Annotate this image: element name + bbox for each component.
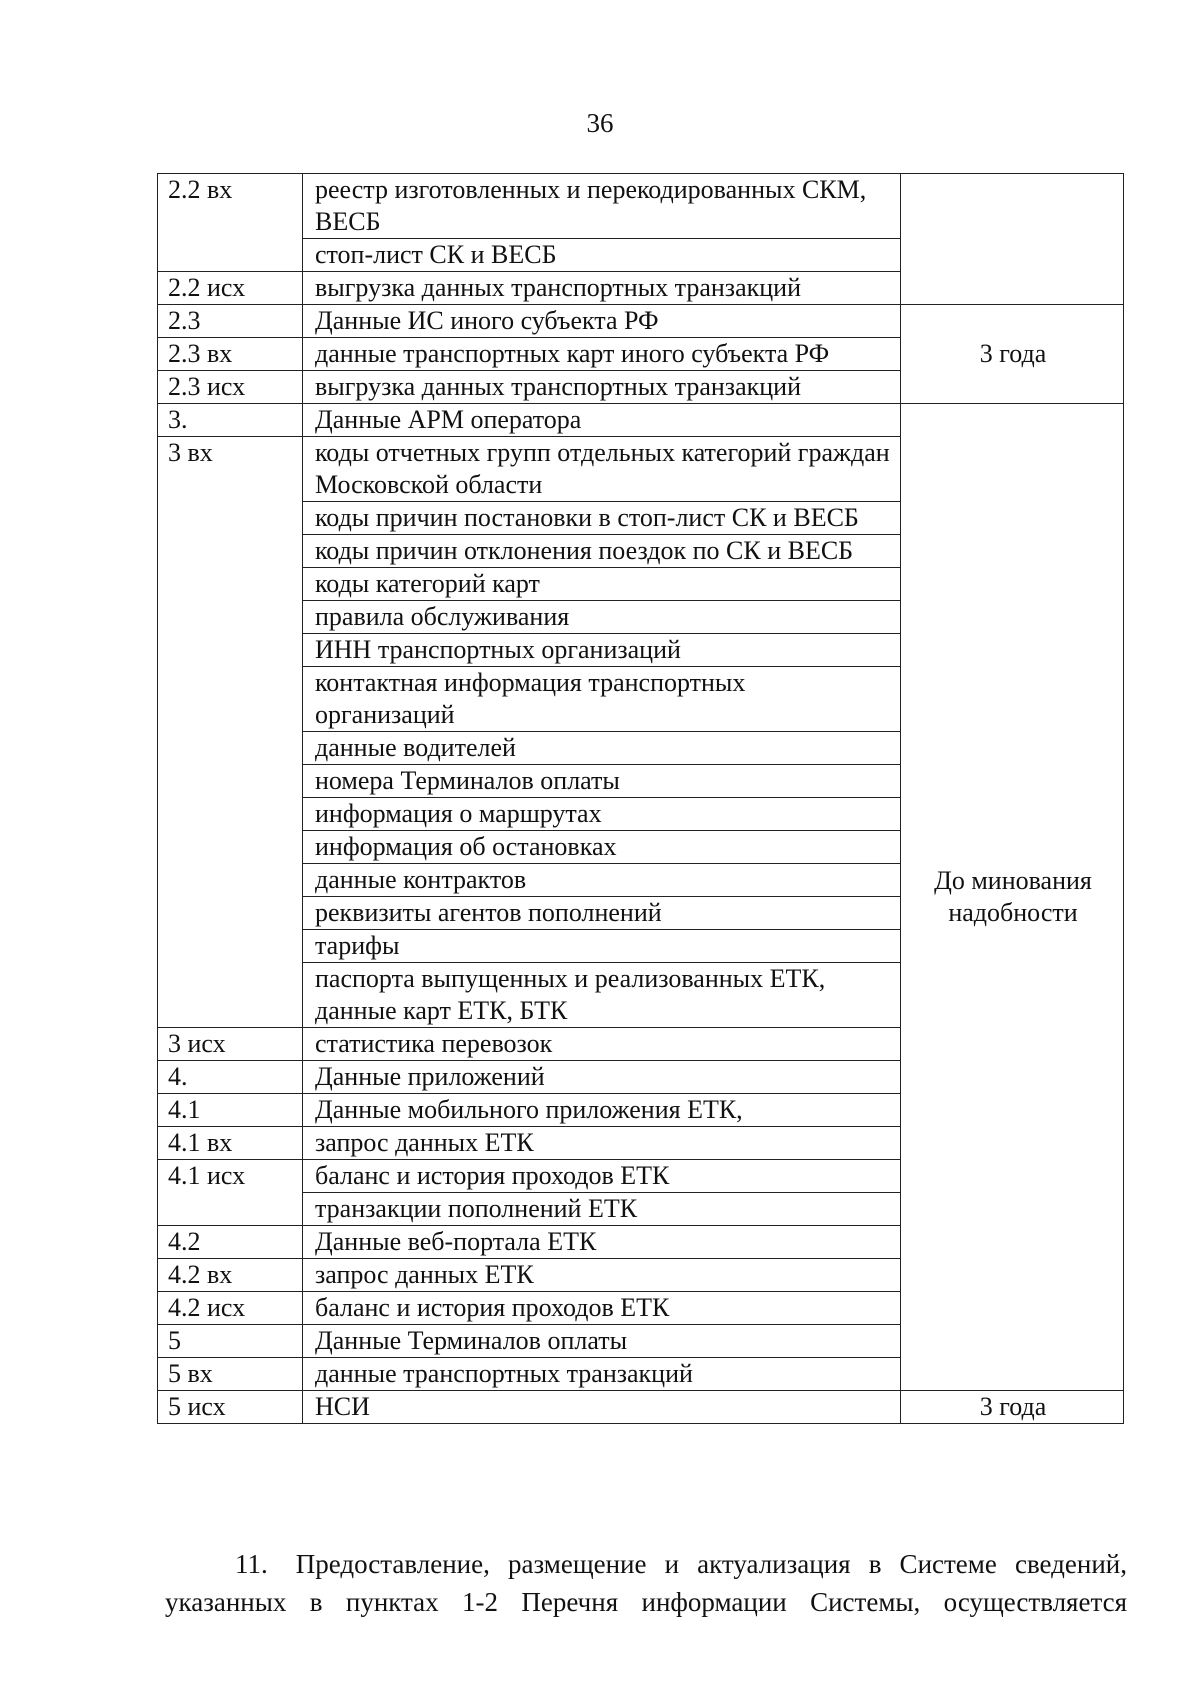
row-item: контактная информация транспортных организаций [303,667,901,732]
row-code: 4.2 вх [158,1259,303,1292]
row-code: 3 исх [158,1028,303,1061]
row-code: 5 вх [158,1358,303,1391]
row-item: коды категорий карт [303,568,901,601]
row-item: выгрузка данных транспортных транзакций [303,371,901,404]
table-row [158,1391,1124,1424]
row-item: выгрузка данных транспортных транзакций [303,272,901,305]
row-item: реквизиты агентов пополнений [303,897,901,930]
row-item: коды причин постановки в стоп-лист СК и ВЕСБ [303,502,901,535]
row-code: 2.3 исх [158,371,303,404]
paragraph-11 [165,1545,1127,1621]
row-code: 4. [158,1061,303,1094]
paragraph-text: Предоставление, размещение и актуализация в Системе сведений, указанных в пунктах 1-2 Перечня информации Системы, осуществляется [165,1549,1127,1617]
row-item: запрос данных ЕТК [303,1127,901,1160]
retention-term [901,174,1124,305]
row-item: ИНН транспортных организаций [303,634,901,667]
row-item: реестр изготовленных и перекодированных СКМ, ВЕСБ [303,174,901,239]
row-item: данные водителей [303,732,901,765]
row-item: данные контрактов [303,864,901,897]
row-item: Данные ИС иного субъекта РФ [303,305,901,338]
row-code: 2.3 вх [158,338,303,371]
row-item: запрос данных ЕТК [303,1259,901,1292]
row-code: 2.2 вх [158,174,303,272]
paragraph-number: 11. [235,1549,268,1579]
retention-term: 3 года [901,1391,1124,1424]
row-code: 5 [158,1325,303,1358]
page-number: 36 [586,108,614,138]
row-code: 4.1 вх [158,1127,303,1160]
row-item: коды отчетных групп отдельных категорий граждан Московской области [303,437,901,502]
row-code: 3 вх [158,437,303,1028]
row-item: информация об остановках [303,831,901,864]
row-item: информация о маршрутах [303,798,901,831]
row-item: баланс и история проходов ЕТК [303,1160,901,1193]
row-item: Данные мобильного приложения ЕТК, [303,1094,901,1127]
table-row [158,174,1124,239]
row-item: Данные приложений [303,1061,901,1094]
row-code: 2.3 [158,305,303,338]
row-item: коды причин отклонения поездок по СК и ВЕСБ [303,535,901,568]
row-item: Данные Терминалов оплаты [303,1325,901,1358]
row-item: данные транспортных транзакций [303,1358,901,1391]
retention-term: 3 года [901,305,1124,404]
row-code: 2.2 исх [158,272,303,305]
retention-table [157,173,1124,1424]
row-code: 4.2 исх [158,1292,303,1325]
row-item: номера Терминалов оплаты [303,765,901,798]
row-code: 3. [158,404,303,437]
row-code: 4.1 [158,1094,303,1127]
row-item: стоп-лист СК и ВЕСБ [303,239,901,272]
row-item: Данные АРМ оператора [303,404,901,437]
row-item: правила обслуживания [303,601,901,634]
row-item: транзакции пополнений ЕТК [303,1193,901,1226]
row-item: статистика перевозок [303,1028,901,1061]
row-code: 4.2 [158,1226,303,1259]
table-row [158,305,1124,338]
row-code: 5 исх [158,1391,303,1424]
row-item: данные транспортных карт иного субъекта РФ [303,338,901,371]
table-row [158,404,1124,437]
row-code: 4.1 исх [158,1160,303,1226]
row-item: баланс и история проходов ЕТК [303,1292,901,1325]
row-item: тарифы [303,930,901,963]
row-item: паспорта выпущенных и реализованных ЕТК, данные карт ЕТК, БТК [303,963,901,1028]
row-item: Данные веб-портала ЕТК [303,1226,901,1259]
retention-term: До минования надобности [901,404,1124,1391]
row-item: НСИ [303,1391,901,1424]
